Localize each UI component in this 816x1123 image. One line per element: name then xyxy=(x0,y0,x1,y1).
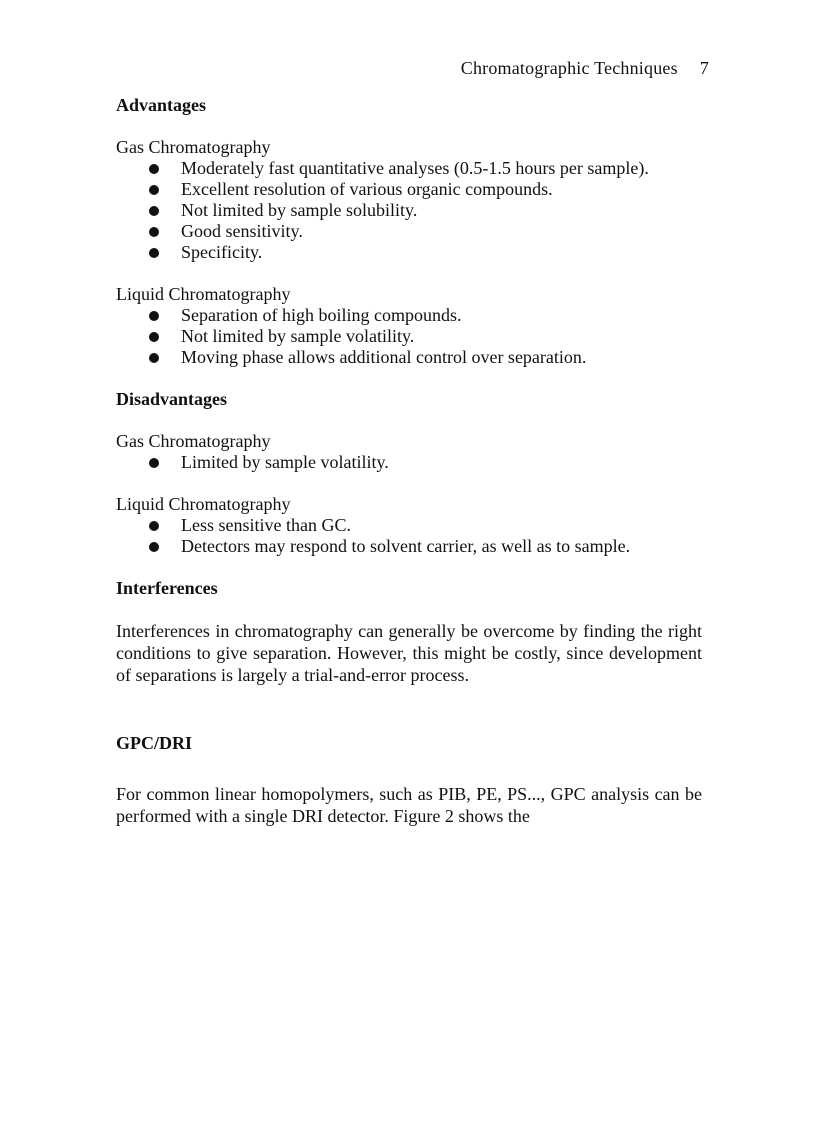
list-item xyxy=(116,179,702,200)
bullet-list-dis-gas xyxy=(116,452,702,473)
list-item-text: Good sensitivity. xyxy=(181,221,303,241)
subheading-dis-liquid: Liquid Chromatography xyxy=(116,494,291,514)
subheading-dis-gas: Gas Chromatography xyxy=(116,431,271,451)
list-item xyxy=(116,515,702,536)
section-heading-advantages: Advantages xyxy=(116,95,207,115)
bullet-icon xyxy=(149,353,159,363)
bullet-list-dis-liquid xyxy=(116,515,702,557)
bullet-list-adv-liquid xyxy=(116,305,702,368)
list-item xyxy=(116,536,702,557)
gpc-paragraph: For common linear homopolymers, such as PIB, PE, PS..., GPC analysis can be performed with a single DRI detector. Figure 2 shows the xyxy=(116,784,702,826)
list-item xyxy=(116,326,702,347)
page-number: 7 xyxy=(699,58,709,78)
list-item-text: Specificity. xyxy=(181,242,263,262)
list-item xyxy=(116,221,702,242)
list-item-text: Not limited by sample volatility. xyxy=(181,326,415,346)
list-item-text: Not limited by sample solubility. xyxy=(181,200,418,220)
bullet-list-adv-gas xyxy=(116,158,702,263)
running-header xyxy=(461,58,709,79)
bullet-icon xyxy=(149,521,159,531)
bullet-icon xyxy=(149,164,159,174)
list-item-text: Limited by sample volatility. xyxy=(181,452,389,472)
bullet-icon xyxy=(149,206,159,216)
list-item xyxy=(116,242,702,263)
main-content xyxy=(116,94,702,827)
list-item xyxy=(116,158,702,179)
bullet-icon xyxy=(149,332,159,342)
list-item-text: Excellent resolution of various organic compounds. xyxy=(181,179,553,199)
bullet-icon xyxy=(149,542,159,552)
bullet-icon xyxy=(149,311,159,321)
list-item-text: Detectors may respond to solvent carrier, as well as to sample. xyxy=(181,536,631,556)
interferences-paragraph: Interferences in chromatography can generally be overcome by finding the right conditions to give separation. However, this might be costly, since development of separations is largely a trial-and-error process. xyxy=(116,621,702,685)
list-item-text: Less sensitive than GC. xyxy=(181,515,351,535)
section-heading-interferences: Interferences xyxy=(116,578,218,598)
bullet-icon xyxy=(149,185,159,195)
bullet-icon xyxy=(149,248,159,258)
running-title: Chromatographic Techniques xyxy=(460,58,678,78)
list-item-text: Moving phase allows additional control over separation. xyxy=(181,347,587,367)
list-item xyxy=(116,305,702,326)
list-item xyxy=(116,200,702,221)
bullet-icon xyxy=(149,227,159,237)
list-item-text: Separation of high boiling compounds. xyxy=(181,305,462,325)
subheading-adv-gas: Gas Chromatography xyxy=(116,137,271,157)
subheading-adv-liquid: Liquid Chromatography xyxy=(116,284,291,304)
list-item xyxy=(116,347,702,368)
list-item xyxy=(116,452,702,473)
section-heading-disadvantages: Disadvantages xyxy=(116,389,228,409)
section-heading-gpc-dri: GPC/DRI xyxy=(116,733,192,753)
list-item-text: Moderately fast quantitative analyses (0.5-1.5 hours per sample). xyxy=(181,158,649,178)
bullet-icon xyxy=(149,458,159,468)
